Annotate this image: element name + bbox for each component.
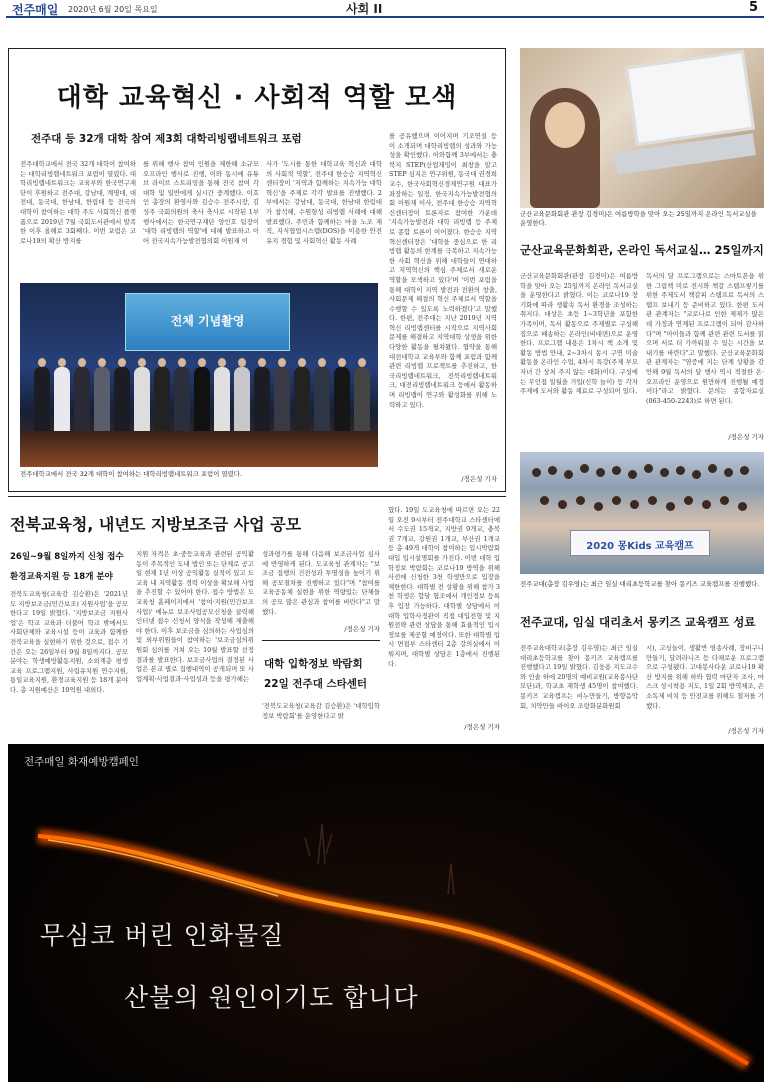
stage xyxy=(20,431,378,467)
person xyxy=(94,367,110,433)
camp-headline: 전주교대, 임실 대리초서 몽키즈 교육캠프 성료 xyxy=(520,615,756,629)
person xyxy=(214,367,230,433)
lead-col-4: 를 공유했으며 이어지며 기조연설 등 이 소개되며 대학리빙랩의 성과와 가능성을 확인했다. 이와함께 3부에서는 충북지 STEP(산업재밍이 최창을 알고 STEP 심지은 연구위원, 동국대 권경희 교수, 한국사회혁신경제연구원 대표가 좌장하는 일정, 한국지속가능발전협의회 이원재 이사, 전주대 한승승 지역혁신센터장이 토론자로 참여한 가운데 '지속가능발전과 대학 리빙랩 등 주제로 종합 토론이 이어졌다. 한승승 지역혁신센터장은 '대학을 중심으로 한 리빙랩 활동의 한계를 극복하고 지속가능한 사회 혁신을 위해 대학들이 연대하고 지역혁신의 핵심 주체로서 새로운 역할을 모색하고 있다'며 '이번 포럼을 통해 대학이 지역 발전과 전환의 창출, 사회문제 해결의 혁신 주체로서 역할을 수행할 수 있도록 노력하겠다'고 말했다. 한편, 전주대는 지난 2019년 지역혁신 리빙랩센터를 시작으로 지역사회 문제를 해결하고 지역대학 상생을 위한 다양한 활동을 펼쳐왔다. 협약을 통해 대전대학교 교육부와 함께 포럼과 함께 관련 리빙랩 프로젝트를 추진하고, 한국리빙랩네트워크, 전북리빙랩네트워크, 대전리빙랩네트워크 등에서 활동하며 리빙랩이 연구와 활성화를 위해 노력하고 있다. xyxy=(389,132,497,409)
person-head xyxy=(666,502,675,511)
subsidy-deck-2: 환경교육지원 등 18개 분야 xyxy=(10,572,113,582)
person-head xyxy=(576,496,585,505)
person-head xyxy=(540,496,549,505)
camp-col-1: 전주교육대학교(총장 김우영)는 최근 임실 대리초등학교를 찾아 몽키즈 교육캠프를 진행했다고 19일 밝혔다. 김웅용 지도교수와 인솔 하에 20명의 예비교원(교육봉사단 모단)과, 학교초 재학생 45명이 참여했다. 몽키즈 교육캠프는 비누만들기, 방향음악회, 치약만들 바이오 조랑화분화원회 xyxy=(520,644,638,710)
person-head xyxy=(702,500,711,509)
tree-silhouette xyxy=(305,824,332,864)
fire-campaign-ad xyxy=(8,744,764,1082)
person xyxy=(54,367,70,433)
person-head xyxy=(612,496,621,505)
page-number: 5 xyxy=(748,0,758,15)
person xyxy=(134,367,150,433)
lead-subheadline: 전주대 등 32개 대학 참여 제3회 대학리빙랩네트워크 포럼 xyxy=(31,133,302,145)
tree-silhouette xyxy=(448,864,454,894)
subsidy-deck-1: 26일~9월 8일까지 신청 접수 xyxy=(10,552,124,562)
person-head xyxy=(692,470,701,479)
person-head xyxy=(612,466,621,475)
library-col-2: 독서의 달 프로그램으로는 스마트폰을 위한 그림책 미로 전시와 책갈 스탬프쌓기를 위한 주제도서 책갈피 스탬프로 독서의 스탬프 보내기 등 준비하고 있다. 한편 도서관 관계자는 "코로나로 인한 제재가 많은데 가정과 연계된 프로그램이 되어 감사하다"며 "아이들과 함께 관련 관련 도서를 읽으며 서로 더 가까워질 수 있는 시간을 보내기를 바란다"고 말했다. 군산교육문화회관 관계자는 "염증에 지는 단계 상황을 감안해 9월 독서의 달 행사 역시 적절한 온·오프라인 운영으로 원만하게 진행될 예정이다"라고 밝혔다. 문의는 종합자료실(063-450-2243)로 하면 된다. xyxy=(646,272,764,405)
subsidy-col-3: 성과평가를 통해 다음해 보조금사업 심사에 반영하게 된다. 도교육청 관계자는 "보조금 집행의 건전성과 투명성을 높이기 위해 공모절차를 진행하고 있다"며 "참여를 교육공동체 실현을 위한 역량있는 단체들의 공모 많은 관심과 참여를 바란다"고 말했다. xyxy=(262,550,380,616)
person-head xyxy=(594,502,603,511)
person-head xyxy=(630,500,639,509)
library-byline: /정은성 기자 xyxy=(728,433,764,441)
person-head xyxy=(558,500,567,509)
person-head xyxy=(738,502,747,511)
person xyxy=(174,367,190,433)
person xyxy=(314,367,330,433)
screen-text: 전체 기념촬영 xyxy=(170,314,245,328)
lead-headline: 대학 교육혁신 · 사회적 역할 모색 xyxy=(56,83,458,113)
person-head xyxy=(644,464,653,473)
lead-col-3: 사가 '도시를 통한 대학교육 혁신과 대학의 사회적 역할', 전주대 한승승 지역혁신센터장이 '지역과 함께하는 지속가능 대학혁신'을 주제로 각각 발표를 진행했다. 2부에서는 강남대, 동국대, 한남대 한림대가 참석해, 수원형성 리빙랩 사례에 대해 발표했다. 주민과 함께하는 마을 노조 재직, 지식협업시스템(DOS)을 이용한 안전 유지 경험 및 사회혁신 활동 사례 xyxy=(266,160,382,245)
library-photo-caption: 군산교육문화회관 관장 김경미)은 여름방학을 맞아 오는 25일까지 온라인 독서교실을 운영한다. xyxy=(520,210,757,227)
person-head xyxy=(564,470,573,479)
person-head xyxy=(548,466,557,475)
camp-byline: /정은성 기자 xyxy=(728,727,764,735)
photo-screen xyxy=(125,293,290,351)
camp-photo-caption: 전주교대(총장 김우영)는 최근 임실 대리초등학교를 찾아 몽키즈 교육캠프를 진행했다. xyxy=(520,580,760,588)
campaign-title: 전주매일 화재예방캠페인 xyxy=(24,756,139,768)
expo-col-1: '전북도교육청(교육감 김승환)은 '대학입학정보 박람회'를 운영한다고 밝 xyxy=(262,702,380,720)
laptop-screen xyxy=(625,50,755,146)
person-head xyxy=(628,470,637,479)
lead-col-2: 를 위해 행사 참여 인원을 제한해 소규모 오프라인 행사로 진행, 이와 동시에 유튜브 라이브 스트리밍을 통해 전국 참여 각 대학 및 일반에게 실시간 중계했다. 이호인 총장의 환영사와 김승수 전주시장, 김성주 국회의원의 축사 축사로 시작된 1부 행사에서는 한국연구재단 양인호 팀장이 '대학 리빙랩의 역할'에 대해 발표하고 이어 전국지속가능발전협의회 이원재 이 xyxy=(143,160,259,245)
expo-col-2: 혔다. 19일 도교육청에 따르면 오는 22일 오전 9시부터 전주대학교 스타센터에서 수도권 15개교, 지방권 9개교, 충북권 7개교, 강원권 1개교, 부산권 1개교 등 총 49개 대학이 참여하는 입시박람회 대입 입시설명회를 가진다. 이번 대학 입학정보 박람회는 코로나19 방역을 위해 사전에 신청한 3천 학생만으로 입장을 제한한다. 대학별 전 상황을 위해 참가 3천 학생은 합당 협조에서 개인정보 등록 후 입장 가능하다. 대학별 상담에서 이 대학 입학사정관이 직접 대입전형 및 지원전략 관련 상담을 통해 효율적인 입시 정보를 제공할 예정이다. 또한 대학별 입시 면접부 스타센터 2층 강의실에서 이뤄지며, 대학별 상담은 1층에서 진행된다. xyxy=(388,506,500,668)
subsidy-byline: /정은성 기자 xyxy=(344,625,380,633)
person xyxy=(74,367,90,433)
page-header xyxy=(6,0,764,18)
person xyxy=(294,367,310,433)
library-headline: 군산교육문화회관, 온라인 독서교실… 25일까지 xyxy=(520,243,764,257)
subsidy-col-2: 지원 자격은 초·중등교육과 관련된 공익활동이 주목적인 도내 법인 또는 단체로 공고일 현재 1년 이상 공익활동 실적이 있고 도교육 내 지역활동 경력 이상을 확보해 사업을 추진할 수 있어야 한다. 접수 방법은 도교육청 홈페이지에서 '참여·지원(민간보조사업)' 메뉴로 보조사업공모신청을 클릭해 인터넷 접수 신청서 양식을 작성해 제출해야 한다. 이후 보조금을 심의하는 사업심의및 외부위원들이 참여하는 '보조금심의위원회 심의를 거쳐 오는 10월 발표할 선정 결과를 발표한다. 보조금사업의 결정된 사업은 본교 별로 집행내역이 공개되며 또 사업계획·사업결과·사업성과 등을 평가해는 xyxy=(136,550,254,683)
person xyxy=(234,367,250,433)
person-head xyxy=(648,496,657,505)
person-head xyxy=(724,468,733,477)
person-head xyxy=(740,466,749,475)
camp-group-photo xyxy=(520,452,764,574)
slogan-line-2: 산불의 원인이기도 합니다 xyxy=(124,983,419,1012)
person xyxy=(334,367,350,433)
camp-col-2: 시), 고싱놀이, 생활반 염송사례, 장비구니 만들기, 달려라니즈 등 다채로운 프로그램으로 구성됐다. 고대봉사다운 코로나19 확산 방지를 위해 하와 협력 마단자 조사, 마스크 상시착용 지도, 1일 2회 방역체조, 손소독제 비치 등 안전교를 위해도 철저를 기했다. xyxy=(646,644,764,710)
subsidy-col-1: 전북도교육청(교육감 김승환)은 '2021년도 지방보조금(민간보조) 지원사업'을 공모한다고 19일 밝혔다. '지방보조금 지원사업'은 학교 교육과 더불어 학교 밖에서도 사회단체와 교육시설 등이 교육과 함께한 전북교육을 실현하기 위한 것으로, 접수 기간은 오는 26일부터 9월 8일까지다. 공모분야는 학생예방활동지원, 소외계층 평생교육 프로그램지원, 사립유치원 연수지원, 통일교육지원, 환경교육지원 등 18개 분야다. 총 지원예산은 10억원 내외다. xyxy=(10,590,128,694)
subsidy-headline: 전북교육청, 내년도 지방보조금 사업 공모 xyxy=(10,515,302,534)
masthead: 전주매일 xyxy=(12,3,59,17)
camp-banner-text: 2020 몽Kids 교육캠프 xyxy=(586,541,694,552)
divider xyxy=(262,640,380,641)
person-head xyxy=(532,468,541,477)
wildfire-illustration xyxy=(8,744,764,1082)
person-head xyxy=(684,496,693,505)
person-head xyxy=(676,466,685,475)
divider xyxy=(8,496,506,497)
person xyxy=(274,367,290,433)
issue-date: 2020년 6월 20일 목요일 xyxy=(68,5,158,14)
slogan-line-1: 무심코 버린 인화물질 xyxy=(40,921,285,950)
person xyxy=(254,367,270,433)
person xyxy=(354,367,370,433)
person xyxy=(154,367,170,433)
person xyxy=(34,367,50,433)
person xyxy=(114,367,130,433)
expo-headline-2: 22일 전주대 스타센터 xyxy=(264,678,368,690)
child-figure xyxy=(530,88,600,208)
expo-byline: /정은성 기자 xyxy=(464,723,500,731)
person-head xyxy=(580,464,589,473)
section-name: 사회 II xyxy=(346,2,383,16)
person-head xyxy=(660,468,669,477)
ceremony-photo xyxy=(20,283,378,467)
expo-headline-1: 대학 입학정보 박람회 xyxy=(264,658,363,670)
person-head xyxy=(596,468,605,477)
person xyxy=(194,367,210,433)
library-col-1: 군산교육문화회관(관장 김경미)은 여름방학을 맞아 오는 25일까지 온라인 독서교실을 운영한다고 밝혔다. 이는 코로나19 장기화에 따라 생활속 독서 환경을 조성하는 취지다. 대상은 초등 1~3학년을 포함한 가족이며, 독서 활동으로 주제별로 구성해 집으로 배송하는 온라인(비대면)으로 운영한다. 프로그램 내용은 1차시 책 소개 및 활동 방법 안내, 2~3차시 동시 구연 미술 활동을 온라인 수업, 4차시 특강(주제 부모 자녀 간 상처 주지 않는 대화)이다. 구성에는 무인접 일월을 가입(신학 놀이) 등 각자 주제에 도서와 활동 재료로 구성되어 있다. xyxy=(520,272,638,396)
camp-banner xyxy=(570,530,710,556)
person-head xyxy=(708,464,717,473)
lead-col-1: 전주대학교에서 전국 32개 대학이 참여하는 대학리빙랩네트워크 포럼이 열렸다. 대학리빙랩네트워크는 교육부와 한국연구재단이 후원하고 전주대, 강남대, 계명대, 대전대, 동국대, 한남대, 한림대 등 전국의 대학이 참여하는 대학 주도 사회혁신 플랫폼으로 2019년 7월 국회도서관에서 발족한 이후 올해로 3회째다. 이번 포럼은 코로나19의 확산 방지를 xyxy=(20,160,136,245)
ceremony-caption: 전주대학교에서 전국 32개 대학이 참여하는 대학리빙랩네트워크 포럼이 열렸다. xyxy=(20,470,242,478)
person-head xyxy=(720,496,729,505)
lead-byline: /정은성 기자 xyxy=(461,475,497,483)
child-laptop-photo xyxy=(520,48,764,208)
